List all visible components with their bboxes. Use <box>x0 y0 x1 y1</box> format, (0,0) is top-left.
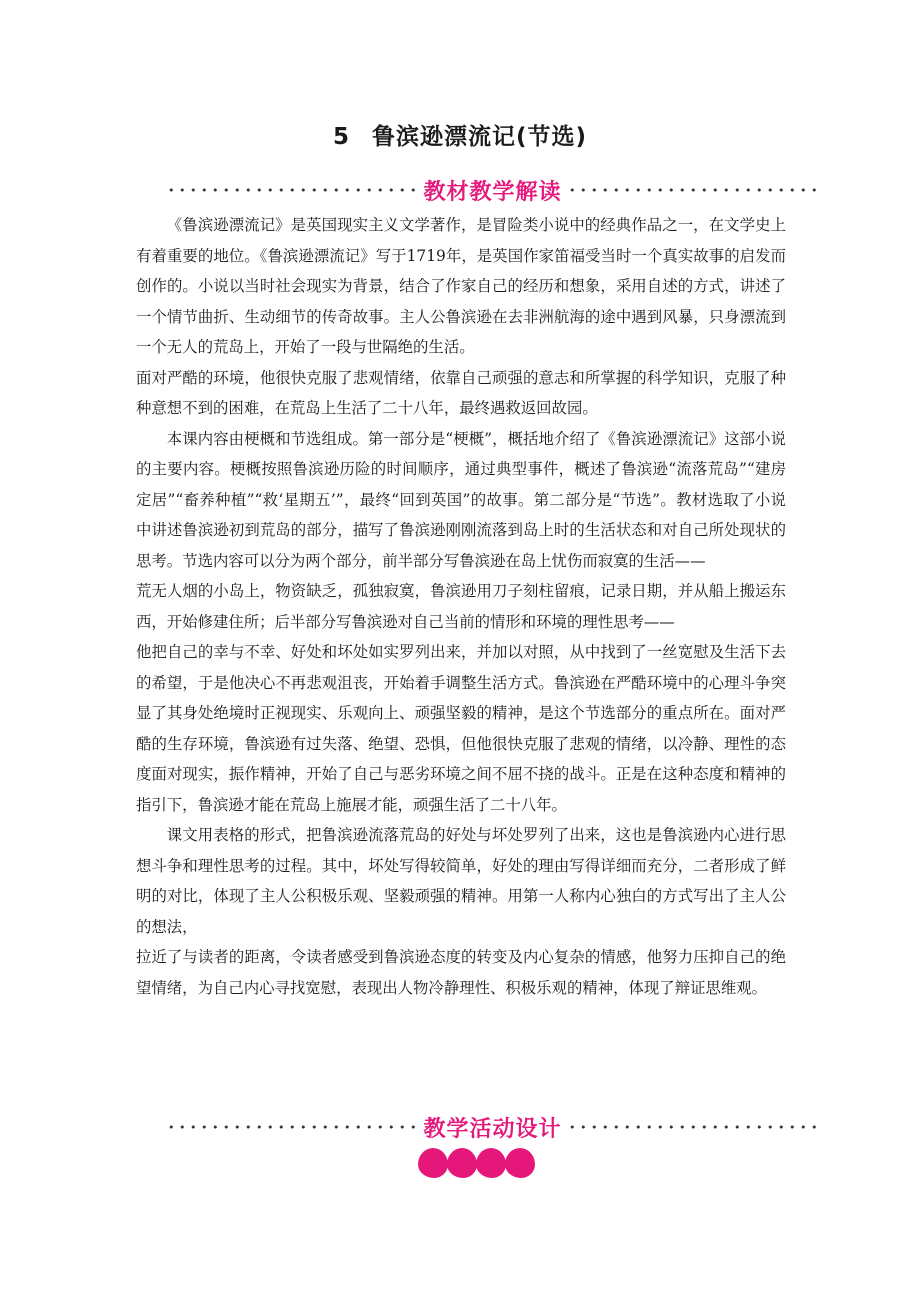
paragraph-2: 面对严酷的环境，他很快克服了悲观情绪，依靠自己顽强的意志和所掌握的科学知识，克服了种种意想不到的困难，在荒岛上生活了二十八年，最终遇救返回故园。 <box>136 368 786 417</box>
dotted-divider-left <box>165 188 420 192</box>
decorative-blob-icon <box>418 1148 448 1178</box>
section-header-activity <box>165 1111 820 1143</box>
section-label-reading: 教材教学解读 <box>423 179 562 205</box>
dotted-divider-left <box>165 1125 420 1129</box>
paragraph-3: 本课内容由梗概和节选组成。第一部分是“梗概”，概括地介绍了《鲁滨逊漂流记》这部小说的主要内容。梗概按照鲁滨逊历险的时间顺序，通过典型事件，概述了鲁滨逊“流落荒岛”“建房定居”“畜养种植”“救‘星期五’”，最终“回到英国”的故事。第二部分是“节选”。教材选取了小说中讲述鲁滨逊初到荒岛的部分，描写了鲁滨逊刚刚流落到岛上时的生活状态和对自己所处现状的思考。节选内容可以分为两个部分，前半部分写鲁滨逊在岛上忧伤而寂寞的生活—— <box>136 429 786 570</box>
paragraph-4: 荒无人烟的小岛上，物资缺乏，孤独寂寞，鲁滨逊用刀子刻柱留痕，记录日期，并从船上搬运东西，开始修建住所；后半部分写鲁滨逊对自己当前的情形和环境的理性思考—— <box>136 582 786 631</box>
decorative-blob-icon <box>476 1148 506 1178</box>
lesson-title-text: 鲁滨逊漂流记(节选) <box>371 124 588 150</box>
decorative-blob-icon <box>505 1148 535 1178</box>
dotted-divider-right <box>566 1125 821 1129</box>
dotted-divider-right <box>566 188 821 192</box>
decorative-blob-icon <box>447 1148 477 1178</box>
reading-content <box>136 210 786 1003</box>
section-header-reading <box>165 174 820 206</box>
paragraph-5: 他把自己的幸与不幸、好处和坏处如实罗列出来，并加以对照，从中找到了一丝宽慰及生活下去的希望，于是他决心不再悲观沮丧，开始着手调整生活方式。鲁滨逊在严酷环境中的心理斗争突显了其身处绝境时正视现实、乐观向上、顽强坚毅的精神，是这个节选部分的重点所在。面对严酷的生存环境，鲁滨逊有过失落、绝望、恐惧，但他很快克服了悲观的情绪，以冷静、理性的态度面对现实，振作精神，开始了自己与恶劣环境之间不屈不挠的战斗。正是在这种态度和精神的指引下，鲁滨逊才能在荒岛上施展才能，顽强生活了二十八年。 <box>136 643 786 814</box>
paragraph-1: 《鲁滨逊漂流记》是英国现实主义文学著作，是冒险类小说中的经典作品之一，在文学史上有着重要的地位。《鲁滨逊漂流记》写于1719年，是英国作家笛福受当时一个真实故事的启发而创作的。小说以当时社会现实为背景，结合了作家自己的经历和想象，采用自述的方式，讲述了一个情节曲折、生动细节的传奇故事。主人公鲁滨逊在去非洲航海的途中遇到风暴，只身漂流到一个无人的荒岛上，开始了一段与世隔绝的生活。 <box>136 216 786 356</box>
paragraph-7: 拉近了与读者的距离，令读者感受到鲁滨逊态度的转变及内心复杂的情感，他努力压抑自己的绝望情绪，为自己内心寻找宽慰，表现出人物冷静理性、积极乐观的精神，体现了辩证思维观。 <box>136 948 786 997</box>
lesson-number: 5 <box>332 124 350 150</box>
paragraph-6: 课文用表格的形式，把鲁滨逊流落荒岛的好处与坏处罗列了出来，这也是鲁滨逊内心进行思想斗争和理性思考的过程。其中，坏处写得较简单，好处的理由写得详细而充分，二者形成了鲜明的对比，体现了主人公积极乐观、坚毅顽强的精神。用第一人称内心独白的方式写出了主人公的想法， <box>136 826 786 936</box>
decorative-blobs <box>418 1146 538 1182</box>
lesson-title <box>0 118 920 151</box>
section-label-activity: 教学活动设计 <box>423 1116 562 1142</box>
